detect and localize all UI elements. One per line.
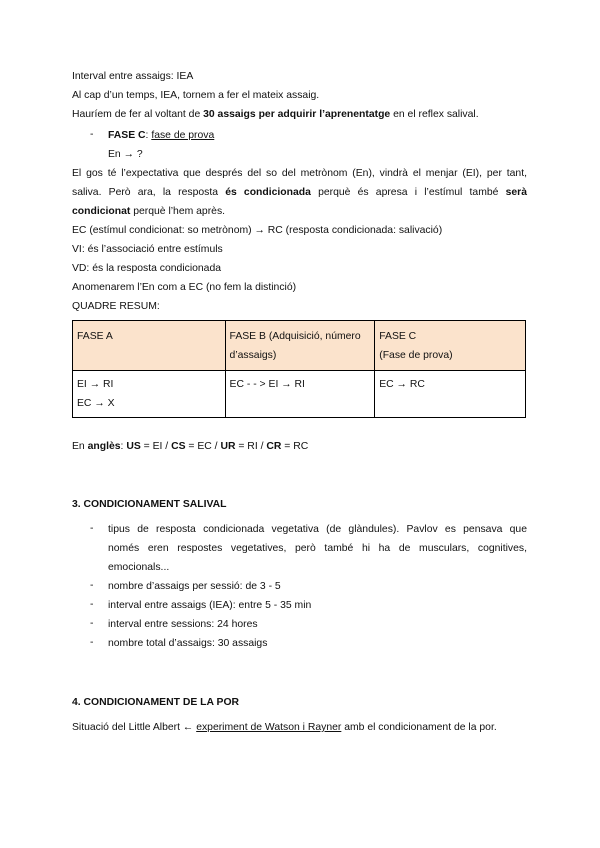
cell-fase-c <box>375 371 526 418</box>
fase-c-line <box>108 129 214 143</box>
section-3-item-5: nombre total d’assaigs: 30 assaigs <box>108 638 268 649</box>
section-3-dash-5: - <box>90 637 94 648</box>
explanation-line-6: VD: és la resposta condicionada <box>72 263 222 274</box>
english-pre: En <box>72 441 88 452</box>
section-4-pre: Situació del Little Albert ← <box>72 722 197 733</box>
intro-line-3 <box>72 108 479 122</box>
explanation-line-7: Anomenarem l’En com a EC (no fem la distinció) <box>72 282 297 293</box>
english-us-eq: = EI / <box>140 441 172 452</box>
english-bold: anglès <box>87 441 121 452</box>
header-fase-b-line-2: d’assaigs) <box>229 350 277 361</box>
section-3-title: 3. CONDICIONAMENT SALIVAL <box>72 499 227 510</box>
section-3-dash-4: - <box>90 618 94 629</box>
summary-table-body-row <box>73 371 526 418</box>
intro-line-1: Interval entre assaigs: IEA <box>72 71 194 82</box>
section-4-post: amb el condicionament de la por. <box>341 722 497 733</box>
explanation-line-5: VI: és l’associació entre estímuls <box>72 244 223 255</box>
header-fase-b-line-1: FASE B (Adquisició, número <box>229 331 361 342</box>
english-cs: CS <box>171 441 186 452</box>
watson-rayner-link: experiment de Watson i Rayner <box>196 722 342 733</box>
section-3-item-4: interval entre sessions: 24 hores <box>108 619 258 630</box>
fase-c-colon: : <box>145 130 152 141</box>
explanation-line-3 <box>72 205 225 219</box>
fase-c-name: fase de prova <box>151 130 215 141</box>
intro-line-3-bold: 30 assaigs per adquirir l’aprenentatge <box>203 109 391 120</box>
english-us: US <box>126 441 141 452</box>
english-ur-eq: = RI / <box>235 441 267 452</box>
quadre-resum-label: QUADRE RESUM: <box>72 301 160 312</box>
header-fase-a-text: FASE A <box>77 331 113 342</box>
cell-fase-b-line-1: EC - - > EI → RI <box>229 379 305 390</box>
section-3-dash-2: - <box>90 580 94 591</box>
summary-table-header-row <box>73 321 526 371</box>
explanation-line-2 <box>72 186 527 200</box>
explanation-bold-2: serà <box>505 187 527 198</box>
section-3-item-1-line-3: emocionals... <box>108 562 170 573</box>
english-equivalences <box>72 440 308 454</box>
english-cr: CR <box>266 441 282 452</box>
fase-c-dash: - <box>90 129 94 140</box>
english-cs-eq: = EC / <box>185 441 221 452</box>
header-fase-a <box>73 321 226 371</box>
header-fase-c <box>375 321 526 371</box>
fase-c-sub: En → ? <box>108 149 143 160</box>
intro-line-3-pre: Hauríem de fer al voltant de <box>72 109 204 120</box>
explanation-line-4: EC (estímul condicionat: so metrònom) → RC (resposta condicionada: salivació) <box>72 225 443 236</box>
section-3-item-1-line-2: només eren respostes vegetatives, però també hi ha de musculars, cognitives, <box>108 543 527 554</box>
section-4-text <box>72 721 497 735</box>
summary-table <box>72 320 526 418</box>
cell-fase-b <box>225 371 375 418</box>
cell-fase-a-line-2: EC → X <box>77 398 115 409</box>
explanation-bold-3: condicionat <box>72 206 131 217</box>
section-3-dash-1: - <box>90 523 94 534</box>
english-ur: UR <box>220 441 236 452</box>
section-4-title: 4. CONDICIONAMENT DE LA POR <box>72 697 240 708</box>
header-fase-c-line-1: FASE C <box>379 331 417 342</box>
explanation-bold-1: és condicionada <box>225 187 311 198</box>
section-3-item-2: nombre d’assaigs per sessió: de 3 - 5 <box>108 581 281 592</box>
header-fase-c-line-2: (Fase de prova) <box>379 350 453 361</box>
explanation-line-2-mid: perquè és apresa i l’estímul també <box>310 187 506 198</box>
fase-c-label: FASE C <box>108 130 146 141</box>
cell-fase-a-line-1: EI → RI <box>77 379 114 390</box>
section-3-item-3: interval entre assaigs (IEA): entre 5 - 35 min <box>108 600 312 611</box>
intro-line-3-post: en el reflex salival. <box>390 109 479 120</box>
english-cr-eq: = RC <box>281 441 309 452</box>
explanation-line-3-post: perquè l’hem après. <box>130 206 226 217</box>
section-3-item-1-line-1: tipus de resposta condicionada vegetativa (de glàndules). Pavlov es pensava que <box>108 524 527 535</box>
intro-line-2: Al cap d’un temps, IEA, tornem a fer el mateix assaig. <box>72 90 320 101</box>
explanation-line-1: El gos té l’expectativa que després del so del metrònom (En), vindrà el menjar (EI), per tant, <box>72 168 527 179</box>
english-colon: : <box>120 441 127 452</box>
cell-fase-a <box>73 371 226 418</box>
explanation-line-2-pre: saliva. Però ara, la resposta <box>72 187 226 198</box>
section-3-dash-3: - <box>90 599 94 610</box>
cell-fase-c-line-1: EC → RC <box>379 379 425 390</box>
header-fase-b <box>225 321 375 371</box>
